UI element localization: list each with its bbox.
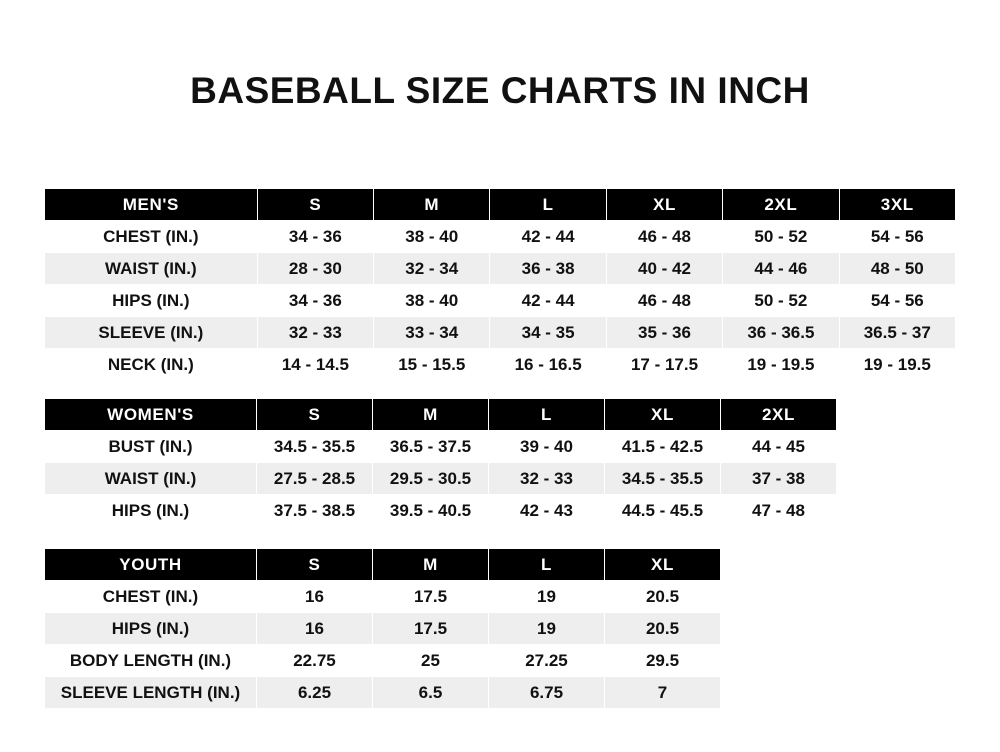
table-cell: 54 - 56 bbox=[839, 285, 955, 317]
womens-size-table bbox=[44, 398, 837, 527]
row-label: HIPS (IN.) bbox=[45, 613, 257, 645]
table-cell: 36.5 - 37 bbox=[839, 317, 955, 349]
column-header: L bbox=[489, 549, 605, 581]
table-row bbox=[45, 581, 721, 613]
table-cell: 44 - 45 bbox=[721, 431, 837, 463]
table-cell: 37 - 38 bbox=[721, 463, 837, 495]
table-cell: 32 - 33 bbox=[489, 463, 605, 495]
column-header: L bbox=[489, 399, 605, 431]
column-header: XL bbox=[605, 549, 721, 581]
table-cell: 48 - 50 bbox=[839, 253, 955, 285]
table-cell: 17.5 bbox=[373, 581, 489, 613]
table-cell: 33 - 34 bbox=[374, 317, 490, 349]
table-cell: 36 - 38 bbox=[490, 253, 606, 285]
mens-size-table bbox=[44, 188, 956, 381]
table-cell: 46 - 48 bbox=[606, 221, 722, 253]
table-cell: 39.5 - 40.5 bbox=[373, 495, 489, 527]
table-row bbox=[45, 285, 956, 317]
table-cell: 17.5 bbox=[373, 613, 489, 645]
table-cell: 29.5 bbox=[605, 645, 721, 677]
table-row bbox=[45, 349, 956, 381]
row-label: BODY LENGTH (IN.) bbox=[45, 645, 257, 677]
table-cell: 28 - 30 bbox=[257, 253, 373, 285]
table-row bbox=[45, 613, 721, 645]
column-header: M bbox=[373, 549, 489, 581]
table-row bbox=[45, 463, 837, 495]
table-cell: 16 bbox=[257, 613, 373, 645]
table-cell: 17 - 17.5 bbox=[606, 349, 722, 381]
column-header: 2XL bbox=[721, 399, 837, 431]
table-cell: 25 bbox=[373, 645, 489, 677]
table-row bbox=[45, 495, 837, 527]
row-label: BUST (IN.) bbox=[45, 431, 257, 463]
table-header-row bbox=[45, 189, 956, 221]
table-cell: 32 - 33 bbox=[257, 317, 373, 349]
table-row bbox=[45, 317, 956, 349]
table-cell: 34 - 36 bbox=[257, 221, 373, 253]
column-header: M bbox=[373, 399, 489, 431]
table-cell: 6.75 bbox=[489, 677, 605, 709]
table-cell: 19 - 19.5 bbox=[723, 349, 839, 381]
column-header: MEN'S bbox=[45, 189, 258, 221]
table-row bbox=[45, 677, 721, 709]
table-cell: 14 - 14.5 bbox=[257, 349, 373, 381]
column-header: XL bbox=[605, 399, 721, 431]
table-cell: 42 - 44 bbox=[490, 221, 606, 253]
table-cell: 34.5 - 35.5 bbox=[257, 431, 373, 463]
row-label: CHEST (IN.) bbox=[45, 581, 257, 613]
table-cell: 32 - 34 bbox=[374, 253, 490, 285]
row-label: WAIST (IN.) bbox=[45, 463, 257, 495]
row-label: SLEEVE LENGTH (IN.) bbox=[45, 677, 257, 709]
column-header: M bbox=[374, 189, 490, 221]
table-cell: 29.5 - 30.5 bbox=[373, 463, 489, 495]
table-cell: 16 bbox=[257, 581, 373, 613]
column-header: L bbox=[490, 189, 606, 221]
table-cell: 20.5 bbox=[605, 613, 721, 645]
page-title: BASEBALL SIZE CHARTS IN INCH bbox=[190, 70, 810, 111]
table-cell: 7 bbox=[605, 677, 721, 709]
table-cell: 19 bbox=[489, 613, 605, 645]
youth-size-table bbox=[44, 548, 721, 709]
table-cell: 38 - 40 bbox=[374, 221, 490, 253]
row-label: WAIST (IN.) bbox=[45, 253, 258, 285]
table-cell: 38 - 40 bbox=[374, 285, 490, 317]
column-header: 3XL bbox=[839, 189, 955, 221]
table-cell: 27.5 - 28.5 bbox=[257, 463, 373, 495]
row-label: SLEEVE (IN.) bbox=[45, 317, 258, 349]
table-cell: 40 - 42 bbox=[606, 253, 722, 285]
row-label: NECK (IN.) bbox=[45, 349, 258, 381]
table-cell: 20.5 bbox=[605, 581, 721, 613]
table-row bbox=[45, 221, 956, 253]
table-cell: 41.5 - 42.5 bbox=[605, 431, 721, 463]
table-header-row bbox=[45, 399, 837, 431]
table-cell: 15 - 15.5 bbox=[374, 349, 490, 381]
table-cell: 34.5 - 35.5 bbox=[605, 463, 721, 495]
table-cell: 47 - 48 bbox=[721, 495, 837, 527]
table-cell: 35 - 36 bbox=[606, 317, 722, 349]
table-cell: 34 - 36 bbox=[257, 285, 373, 317]
table-cell: 50 - 52 bbox=[723, 221, 839, 253]
table-cell: 50 - 52 bbox=[723, 285, 839, 317]
table-cell: 6.25 bbox=[257, 677, 373, 709]
column-header: S bbox=[257, 399, 373, 431]
column-header: WOMEN'S bbox=[45, 399, 257, 431]
column-header: S bbox=[257, 189, 373, 221]
table-cell: 36.5 - 37.5 bbox=[373, 431, 489, 463]
table-cell: 16 - 16.5 bbox=[490, 349, 606, 381]
table-cell: 34 - 35 bbox=[490, 317, 606, 349]
row-label: HIPS (IN.) bbox=[45, 495, 257, 527]
table-cell: 44 - 46 bbox=[723, 253, 839, 285]
table-cell: 54 - 56 bbox=[839, 221, 955, 253]
table-cell: 44.5 - 45.5 bbox=[605, 495, 721, 527]
table-cell: 27.25 bbox=[489, 645, 605, 677]
table-cell: 46 - 48 bbox=[606, 285, 722, 317]
table-cell: 39 - 40 bbox=[489, 431, 605, 463]
table-cell: 19 bbox=[489, 581, 605, 613]
row-label: CHEST (IN.) bbox=[45, 221, 258, 253]
column-header: 2XL bbox=[723, 189, 839, 221]
table-header-row bbox=[45, 549, 721, 581]
table-cell: 37.5 - 38.5 bbox=[257, 495, 373, 527]
table-cell: 42 - 44 bbox=[490, 285, 606, 317]
column-header: S bbox=[257, 549, 373, 581]
table-row bbox=[45, 253, 956, 285]
table-cell: 19 - 19.5 bbox=[839, 349, 955, 381]
table-cell: 22.75 bbox=[257, 645, 373, 677]
table-cell: 36 - 36.5 bbox=[723, 317, 839, 349]
row-label: HIPS (IN.) bbox=[45, 285, 258, 317]
table-row bbox=[45, 645, 721, 677]
table-cell: 6.5 bbox=[373, 677, 489, 709]
table-cell: 42 - 43 bbox=[489, 495, 605, 527]
column-header: YOUTH bbox=[45, 549, 257, 581]
column-header: XL bbox=[606, 189, 722, 221]
table-row bbox=[45, 431, 837, 463]
